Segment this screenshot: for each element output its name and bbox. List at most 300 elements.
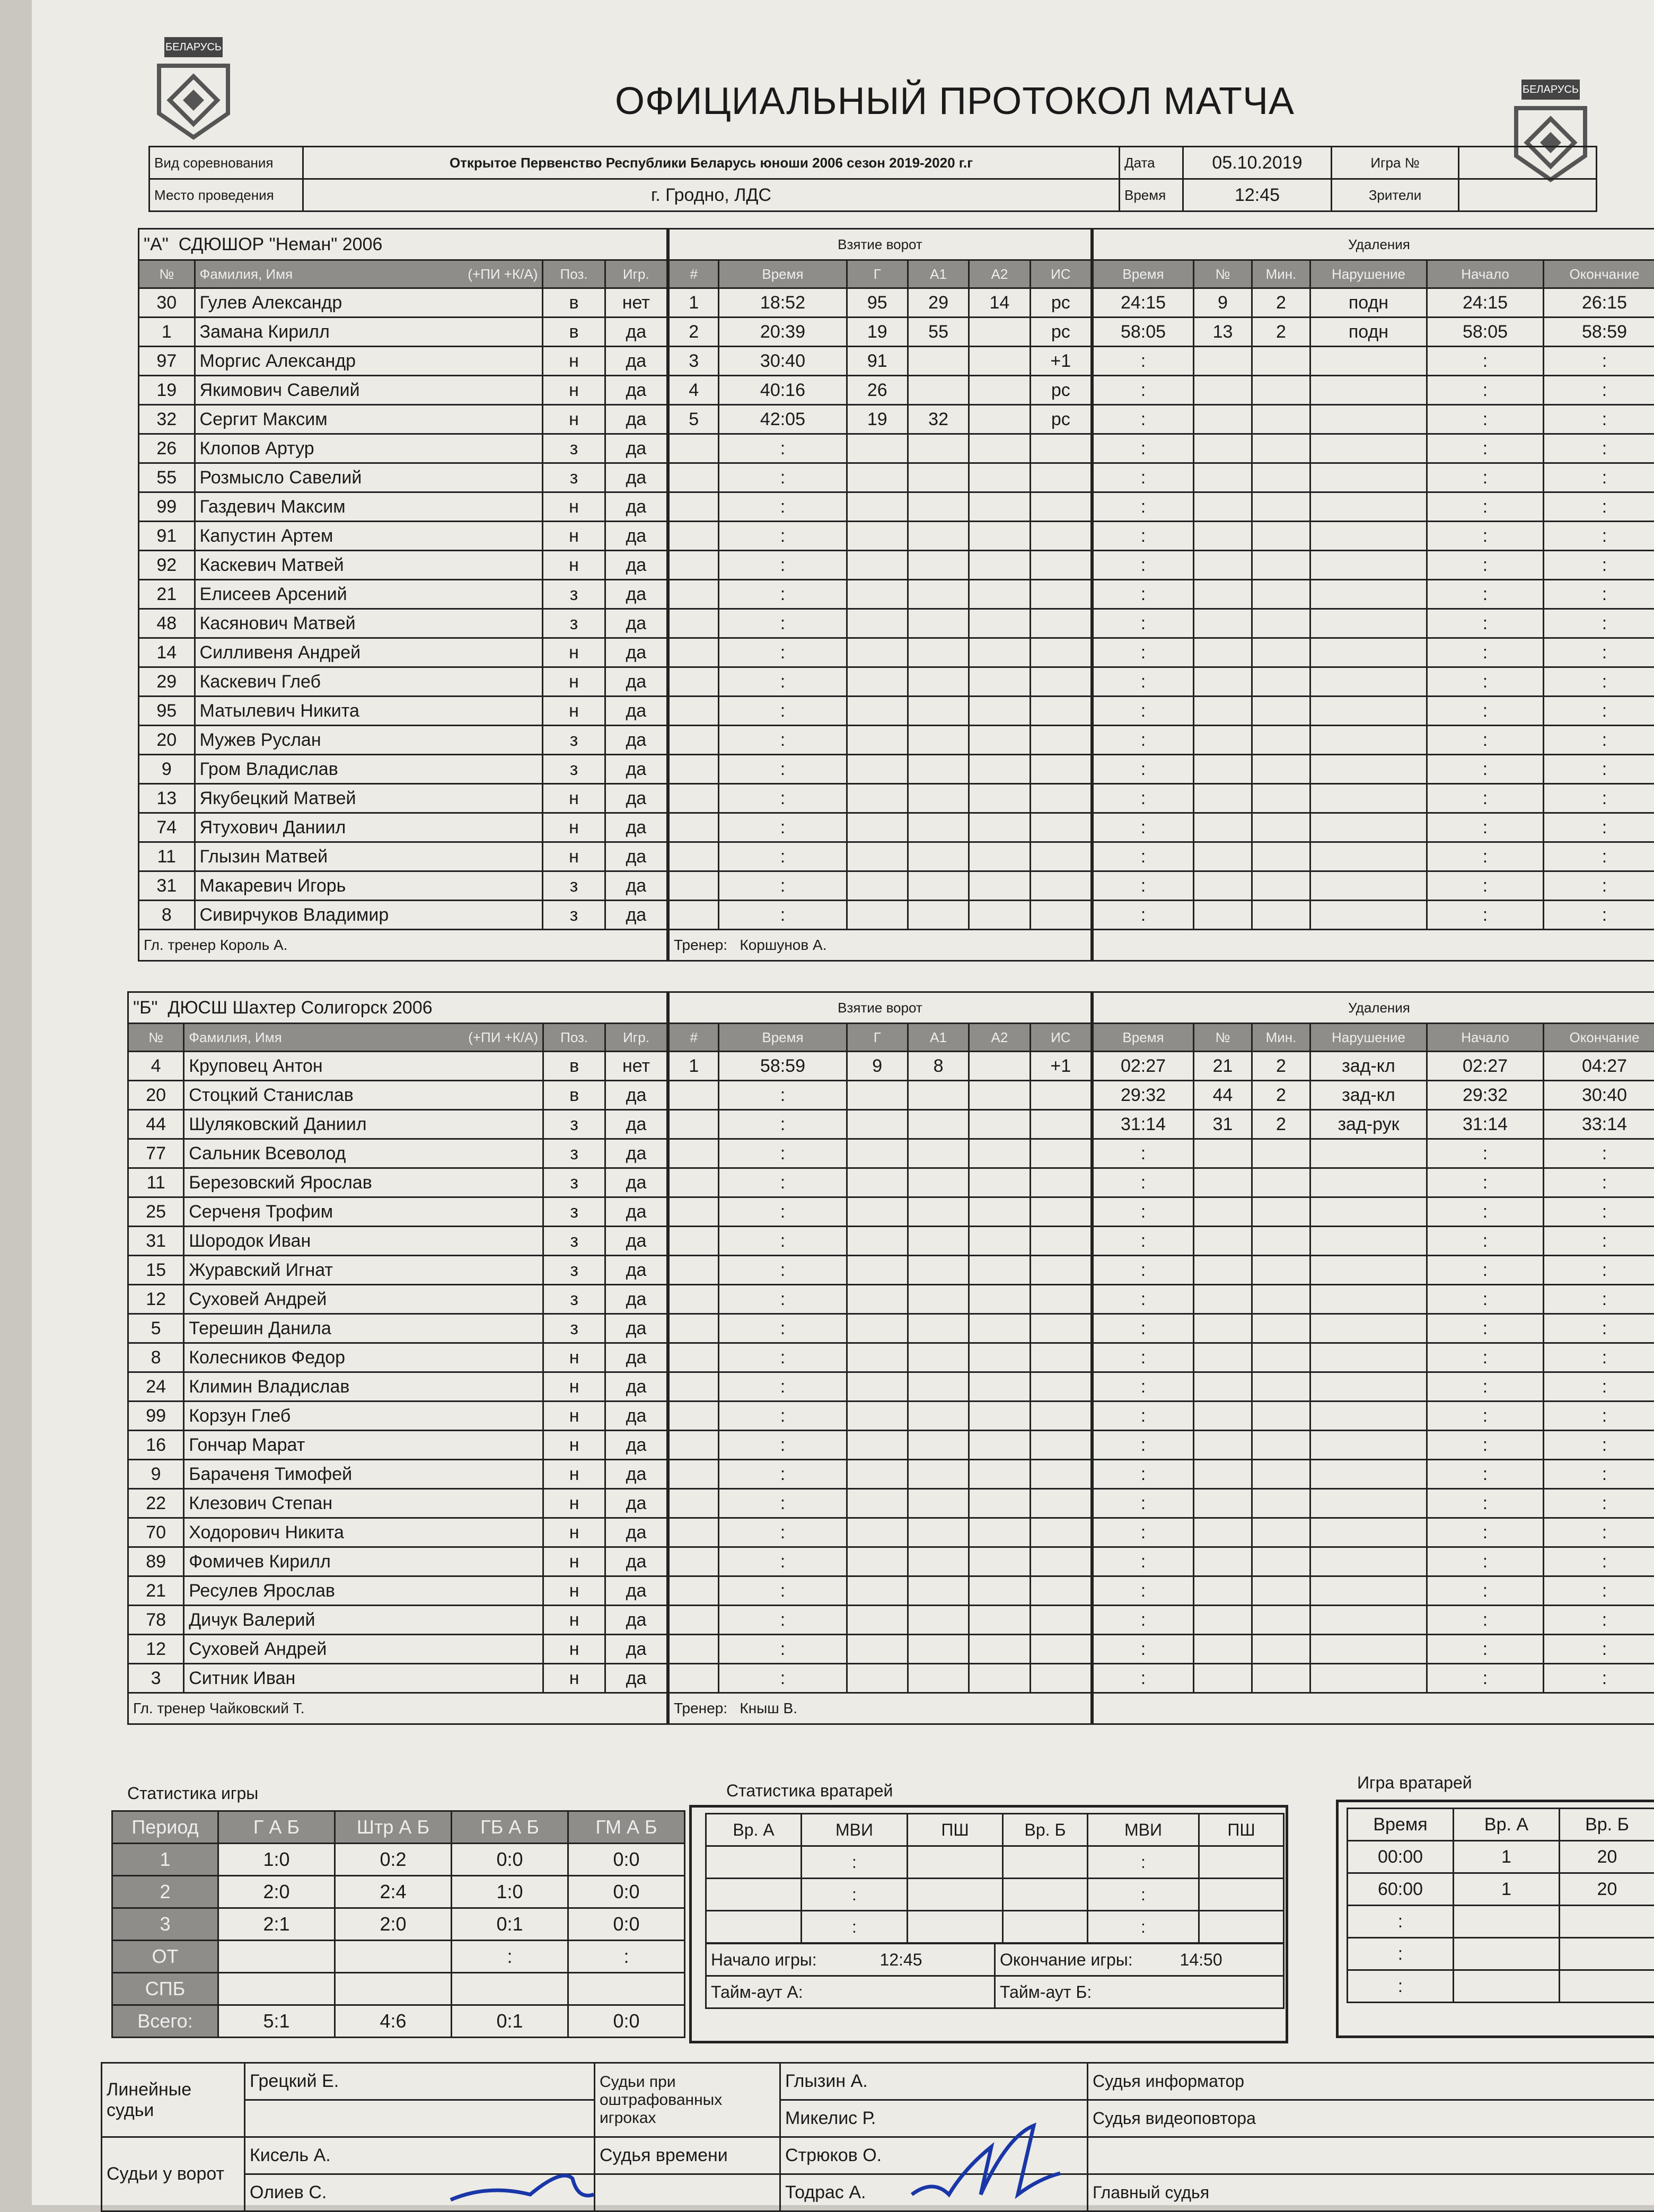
goal-assist-2	[969, 1576, 1030, 1606]
goal-assist-1	[908, 1168, 969, 1197]
penalty-player-number	[1194, 1606, 1252, 1635]
player-name: Касянович Матвей	[195, 609, 543, 638]
penalty-player-number	[1194, 1343, 1252, 1372]
penalty-start: :	[1427, 1635, 1544, 1664]
player-number: 30	[139, 288, 195, 318]
timekeeper-name: Стрюков О.	[780, 2137, 1088, 2174]
penalty-start: :	[1427, 1576, 1544, 1606]
signature-mark	[445, 2163, 604, 2205]
team-b-goal-rows	[669, 1052, 1092, 1693]
penalty-infraction	[1310, 638, 1427, 667]
goal-assist-1: 55	[908, 318, 969, 347]
goalie-game-cell: 60:00	[1348, 1873, 1454, 1906]
penalty-time: :	[1093, 1402, 1194, 1431]
player-row	[128, 1664, 667, 1693]
goal-time: :	[719, 1635, 847, 1664]
goal-number: 1	[669, 288, 719, 318]
player-row	[128, 1197, 667, 1227]
player-number: 44	[128, 1110, 184, 1139]
penalty-time: :	[1093, 697, 1194, 726]
penalty-start: :	[1427, 726, 1544, 755]
penalty-infraction	[1310, 551, 1427, 580]
goal-situation: +1	[1030, 347, 1091, 376]
goal-scorer	[847, 551, 908, 580]
competition-label: Вид соревнования	[149, 147, 303, 179]
player-played: да	[605, 871, 667, 901]
goal-situation	[1030, 1460, 1091, 1489]
player-played: нет	[605, 288, 667, 318]
penalty-row	[1093, 1256, 1654, 1285]
player-position: в	[543, 1081, 605, 1110]
goal-time: :	[719, 1518, 847, 1547]
goal-assist-2	[969, 1168, 1030, 1197]
goal-assist-2	[969, 1139, 1030, 1168]
player-name: Матылевич Никита	[195, 697, 543, 726]
penalty-infraction	[1310, 901, 1427, 930]
player-number: 48	[139, 609, 195, 638]
penalty-player-number	[1194, 638, 1252, 667]
penalty-infraction	[1310, 580, 1427, 609]
player-name: Розмысло Савелий	[195, 463, 543, 492]
penalty-end: :	[1544, 1547, 1654, 1576]
penalty-end: :	[1544, 376, 1654, 405]
player-number: 95	[139, 697, 195, 726]
penalty-time: :	[1093, 901, 1194, 930]
goal-time: :	[719, 1402, 847, 1431]
team-a-goals-table	[668, 228, 1092, 962]
goal-assist-1	[908, 463, 969, 492]
game-end	[995, 1944, 1284, 1976]
goal-situation	[1030, 755, 1091, 784]
player-row	[139, 901, 667, 930]
emblem-icon	[154, 60, 233, 140]
penalty-infraction: подн	[1310, 318, 1427, 347]
penalty-end: 30:40	[1544, 1081, 1654, 1110]
penalty-infraction	[1310, 1547, 1427, 1576]
player-row	[139, 813, 667, 842]
period-label: Всего:	[112, 2005, 218, 2038]
goal-scorer	[847, 1081, 908, 1110]
penalty-minutes	[1252, 1402, 1310, 1431]
penalty-row	[1093, 1052, 1654, 1081]
penalty-end: :	[1544, 347, 1654, 376]
penalty-row	[1093, 347, 1654, 376]
penalty-row	[1093, 1402, 1654, 1431]
penalty-start: :	[1427, 784, 1544, 813]
player-name: Силливеня Андрей	[195, 638, 543, 667]
player-number: 89	[128, 1547, 184, 1576]
goal-time: :	[719, 813, 847, 842]
goal-scorer: 95	[847, 288, 908, 318]
period-stat	[568, 1973, 685, 2005]
goal-row	[669, 405, 1092, 434]
player-played: да	[605, 463, 667, 492]
player-played: да	[605, 1606, 667, 1635]
penalty-start: :	[1427, 697, 1544, 726]
period-stat: 2:0	[335, 1908, 452, 1941]
penalty-minutes	[1252, 551, 1310, 580]
player-position: н	[543, 1547, 605, 1576]
team-a-title	[139, 229, 667, 260]
goal-assist-1	[908, 697, 969, 726]
penalty-row	[1093, 1431, 1654, 1460]
chief-judge-label: Главный судья	[1088, 2174, 1654, 2211]
penalty-end: :	[1544, 726, 1654, 755]
penalty-infraction	[1310, 1460, 1427, 1489]
player-position: н	[543, 492, 605, 522]
goal-assist-1: 29	[908, 288, 969, 318]
col-pen-number: №	[1194, 260, 1252, 288]
period-stat: 2:1	[218, 1908, 335, 1941]
col-pen-end: Окончание	[1544, 1024, 1654, 1052]
penalty-row	[1093, 1460, 1654, 1489]
player-played: да	[605, 1518, 667, 1547]
penalty-minutes	[1252, 492, 1310, 522]
goal-assist-2	[969, 551, 1030, 580]
goal-row	[669, 1518, 1092, 1547]
period-stat: 0:0	[568, 2005, 685, 2038]
goal-assist-2	[969, 1402, 1030, 1431]
goal-assist-1	[908, 871, 969, 901]
penalty-end: :	[1544, 667, 1654, 697]
penalty-row	[1093, 1285, 1654, 1314]
penalty-player-number	[1194, 871, 1252, 901]
penalty-end: :	[1544, 1372, 1654, 1402]
goal-assist-1	[908, 1489, 969, 1518]
player-row	[139, 580, 667, 609]
period-label: 2	[112, 1876, 218, 1908]
goalie-stats-column-header: ПШ	[908, 1814, 1003, 1846]
goal-scorer	[847, 1402, 908, 1431]
player-name: Круповец Антон	[184, 1052, 543, 1081]
goal-time: :	[719, 871, 847, 901]
game-stats-column-header: Г А Б	[218, 1811, 335, 1844]
player-number: 99	[139, 492, 195, 522]
goal-time: :	[719, 580, 847, 609]
goal-assist-1	[908, 1314, 969, 1343]
penalty-player-number	[1194, 551, 1252, 580]
goal-number	[669, 1664, 719, 1693]
penalty-row	[1093, 1489, 1654, 1518]
penalty-start: :	[1427, 755, 1544, 784]
goal-row	[669, 1576, 1092, 1606]
goal-scorer	[847, 522, 908, 551]
penalty-end: :	[1544, 901, 1654, 930]
goal-assist-1	[908, 580, 969, 609]
penalty-minutes: 2	[1252, 1052, 1310, 1081]
player-number: 11	[139, 842, 195, 871]
team-a-letter: "А"	[144, 234, 169, 254]
game-start	[706, 1944, 995, 1976]
player-row	[139, 347, 667, 376]
goal-number	[669, 522, 719, 551]
player-name: Газдевич Максим	[195, 492, 543, 522]
col-goal-situation: ИС	[1030, 1024, 1091, 1052]
goal-situation	[1030, 638, 1091, 667]
goal-assist-1	[908, 667, 969, 697]
player-name: Стоцкий Станислав	[184, 1081, 543, 1110]
penalty-player-number	[1194, 667, 1252, 697]
player-position: н	[543, 551, 605, 580]
player-position: з	[543, 434, 605, 463]
goal-assist-2	[969, 667, 1030, 697]
player-row	[139, 667, 667, 697]
penalty-end: :	[1544, 1402, 1654, 1431]
penalty-start: :	[1427, 1606, 1544, 1635]
goal-number	[669, 1343, 719, 1372]
player-name: Гулев Александр	[195, 288, 543, 318]
player-row	[139, 463, 667, 492]
goal-time: :	[719, 1081, 847, 1110]
penalty-minutes	[1252, 1635, 1310, 1664]
penalty-end: :	[1544, 1664, 1654, 1693]
col-assist-1: А1	[908, 260, 969, 288]
penalty-start: :	[1427, 434, 1544, 463]
goal-number	[669, 1372, 719, 1402]
period-stat: 2:0	[218, 1876, 335, 1908]
period-stat: 4:6	[335, 2005, 452, 2038]
period-stat: 0:0	[452, 1844, 568, 1876]
goal-scorer	[847, 1285, 908, 1314]
goal-number	[669, 1285, 719, 1314]
player-name: Корзун Глеб	[184, 1402, 543, 1431]
goal-number	[669, 1460, 719, 1489]
goal-assist-2	[969, 726, 1030, 755]
goal-scorer	[847, 492, 908, 522]
game-stats-column-header: Штр А Б	[335, 1811, 452, 1844]
goal-row	[669, 434, 1092, 463]
penalty-start: :	[1427, 1402, 1544, 1431]
goal-situation	[1030, 1431, 1091, 1460]
penalty-time: :	[1093, 1227, 1194, 1256]
goal-assist-1	[908, 1664, 969, 1693]
penalty-row	[1093, 667, 1654, 697]
goalie-stats-column-header: МВИ	[802, 1814, 908, 1846]
team-a-head-coach	[139, 930, 667, 961]
goal-situation	[1030, 784, 1091, 813]
player-name: Терешин Данила	[184, 1314, 543, 1343]
goal-assist-2	[969, 1489, 1030, 1518]
goal-situation	[1030, 1110, 1091, 1139]
goal-assist-2	[969, 638, 1030, 667]
player-row	[139, 288, 667, 318]
goal-number	[669, 1431, 719, 1460]
goal-situation	[1030, 726, 1091, 755]
goal-time: 20:39	[719, 318, 847, 347]
goal-assist-1	[908, 492, 969, 522]
player-position: з	[543, 1168, 605, 1197]
penalty-minutes	[1252, 463, 1310, 492]
penalty-minutes	[1252, 1576, 1310, 1606]
goal-row	[669, 1343, 1092, 1372]
team-a-goals-title: Взятие ворот	[669, 229, 1092, 260]
penalty-infraction	[1310, 667, 1427, 697]
goal-assist-1	[908, 1372, 969, 1402]
player-name: Каскевич Матвей	[195, 551, 543, 580]
period-stat	[218, 1973, 335, 2005]
goal-situation: рс	[1030, 318, 1091, 347]
penalty-judge-2: Микелис Р.	[780, 2100, 1088, 2137]
team-b-penalties-footer	[1093, 1693, 1654, 1724]
game-start-label: Начало игры:	[711, 1950, 817, 1969]
col-pen-start: Начало	[1427, 1024, 1544, 1052]
penalty-player-number: 9	[1194, 288, 1252, 318]
penalty-row	[1093, 813, 1654, 842]
player-number: 12	[128, 1285, 184, 1314]
goal-time: :	[719, 492, 847, 522]
player-position: н	[543, 1635, 605, 1664]
penalty-start: :	[1427, 551, 1544, 580]
goal-scorer	[847, 901, 908, 930]
player-position: н	[543, 697, 605, 726]
timekeeper-label: Судья времени	[595, 2137, 780, 2174]
signature-mark	[901, 2115, 1071, 2205]
goal-number: 1	[669, 1052, 719, 1081]
player-played: да	[605, 755, 667, 784]
penalty-row	[1093, 1227, 1654, 1256]
player-number: 29	[139, 667, 195, 697]
col-pen-minutes: Мин.	[1252, 1024, 1310, 1052]
penalty-time: :	[1093, 755, 1194, 784]
goal-row	[669, 1606, 1092, 1635]
goal-judge-2: Олиев С.	[245, 2174, 595, 2211]
col-number: №	[128, 1024, 184, 1052]
goalie-game-cell: 20	[1560, 1841, 1654, 1873]
goal-row	[669, 755, 1092, 784]
penalty-player-number	[1194, 697, 1252, 726]
player-name: Колесников Федор	[184, 1343, 543, 1372]
goal-scorer	[847, 1489, 908, 1518]
player-name: Шородок Иван	[184, 1227, 543, 1256]
player-row	[128, 1227, 667, 1256]
goal-assist-2	[969, 1052, 1030, 1081]
penalty-row	[1093, 1168, 1654, 1197]
penalty-row	[1093, 318, 1654, 347]
penalty-player-number	[1194, 1518, 1252, 1547]
penalty-player-number	[1194, 1227, 1252, 1256]
team-a-players	[139, 288, 667, 930]
player-played: да	[605, 842, 667, 871]
penalty-start: :	[1427, 871, 1544, 901]
player-row	[128, 1518, 667, 1547]
period-stat: 0:1	[452, 2005, 568, 2038]
penalty-end: :	[1544, 871, 1654, 901]
period-stat	[452, 1973, 568, 2005]
player-position: н	[543, 813, 605, 842]
goal-scorer	[847, 697, 908, 726]
goal-assist-1: 32	[908, 405, 969, 434]
penalty-infraction	[1310, 1197, 1427, 1227]
penalty-minutes	[1252, 1343, 1310, 1372]
penalty-start: :	[1427, 1197, 1544, 1227]
penalty-minutes	[1252, 609, 1310, 638]
player-position: з	[543, 1256, 605, 1285]
goal-scorer	[847, 1168, 908, 1197]
goal-number: 4	[669, 376, 719, 405]
game-stats-table	[111, 1810, 685, 2038]
penalty-player-number	[1194, 1402, 1252, 1431]
col-position: Поз.	[543, 1024, 605, 1052]
goal-time: :	[719, 1343, 847, 1372]
penalty-infraction: зад-кл	[1310, 1081, 1427, 1110]
penalty-start: :	[1427, 667, 1544, 697]
penalty-infraction	[1310, 463, 1427, 492]
penalty-player-number	[1194, 1489, 1252, 1518]
penalty-start: 58:05	[1427, 318, 1544, 347]
player-name: Клезович Степан	[184, 1489, 543, 1518]
goal-time: :	[719, 463, 847, 492]
goal-assist-2: 14	[969, 288, 1030, 318]
goal-time: :	[719, 522, 847, 551]
goal-situation	[1030, 1489, 1091, 1518]
player-row	[139, 434, 667, 463]
goal-situation: рс	[1030, 288, 1091, 318]
player-name: Журавский Игнат	[184, 1256, 543, 1285]
game-stats-column-header: Период	[112, 1811, 218, 1844]
player-position: з	[543, 726, 605, 755]
player-number: 31	[128, 1227, 184, 1256]
goal-row	[669, 318, 1092, 347]
goal-scorer	[847, 1576, 908, 1606]
penalty-end: 58:59	[1544, 318, 1654, 347]
goal-assist-2	[969, 1227, 1030, 1256]
player-position: н	[543, 522, 605, 551]
player-row	[139, 755, 667, 784]
penalty-start: :	[1427, 1227, 1544, 1256]
goal-situation: рс	[1030, 376, 1091, 405]
penalty-end: :	[1544, 1285, 1654, 1314]
penalty-infraction	[1310, 1664, 1427, 1693]
penalty-row	[1093, 1314, 1654, 1343]
game-stats-row	[112, 2005, 685, 2038]
penalty-start: :	[1427, 580, 1544, 609]
period-stat: 0:1	[452, 1908, 568, 1941]
col-goal-time: Время	[719, 260, 847, 288]
goal-time: 42:05	[719, 405, 847, 434]
goal-scorer	[847, 1460, 908, 1489]
penalty-row	[1093, 376, 1654, 405]
team-b-penalty-rows	[1093, 1052, 1654, 1693]
goal-scorer: 19	[847, 318, 908, 347]
player-number: 9	[139, 755, 195, 784]
goal-number	[669, 1314, 719, 1343]
penalty-minutes	[1252, 813, 1310, 842]
penalty-player-number	[1194, 376, 1252, 405]
goal-assist-1	[908, 609, 969, 638]
goal-number	[669, 1635, 719, 1664]
goal-situation	[1030, 434, 1091, 463]
player-row	[128, 1256, 667, 1285]
penalty-judges-label: Судьи при оштрафованных игроках	[595, 2063, 780, 2137]
goal-number	[669, 1518, 719, 1547]
player-number: 77	[128, 1139, 184, 1168]
player-name: Суховей Андрей	[184, 1635, 543, 1664]
goal-row	[669, 1139, 1092, 1168]
player-row	[128, 1081, 667, 1110]
player-played: да	[605, 1547, 667, 1576]
goal-assist-2	[969, 492, 1030, 522]
player-number: 99	[128, 1402, 184, 1431]
goal-time: :	[719, 1197, 847, 1227]
penalty-time: :	[1093, 1664, 1194, 1693]
penalty-end: :	[1544, 1431, 1654, 1460]
player-row	[128, 1489, 667, 1518]
goalie-game-row	[1348, 1873, 1654, 1906]
penalty-end: :	[1544, 697, 1654, 726]
player-played: да	[605, 726, 667, 755]
player-name: Климин Владислав	[184, 1372, 543, 1402]
player-number: 14	[139, 638, 195, 667]
